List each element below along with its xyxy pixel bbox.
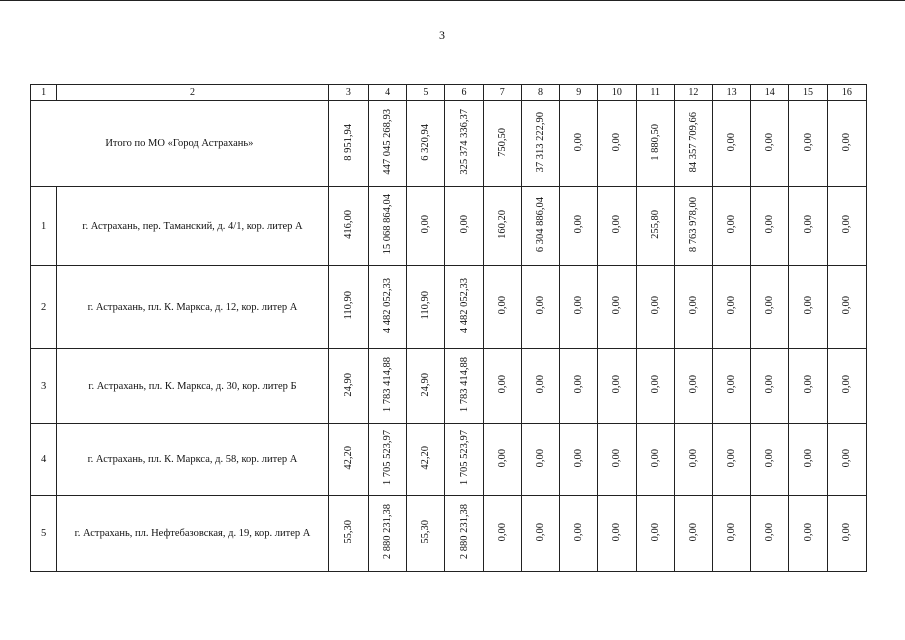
table-cell: 0,00 (827, 496, 866, 572)
table-cell: 0,00 (598, 496, 636, 572)
total-label: Итого по МО «Город Астрахань» (31, 101, 329, 187)
table-cell: 0,00 (789, 266, 827, 349)
top-border-line (0, 0, 905, 1)
column-header: 11 (636, 85, 674, 101)
table-cell: 15 068 864,04 (369, 187, 407, 266)
table-cell: 8 951,94 (328, 101, 368, 187)
table-cell: 1 783 414,88 (369, 349, 407, 424)
page-number: 3 (439, 28, 445, 42)
table-cell: 1 705 523,97 (445, 424, 483, 496)
table-cell: 0,00 (789, 101, 827, 187)
table-cell: 0,00 (407, 187, 445, 266)
table-cell: 110,90 (407, 266, 445, 349)
table-cell: 0,00 (521, 349, 559, 424)
table-cell: 0,00 (560, 349, 598, 424)
table-cell: 0,00 (598, 424, 636, 496)
table-cell: 0,00 (483, 424, 521, 496)
table-cell: 0,00 (751, 101, 789, 187)
total-row (31, 101, 867, 187)
column-header: 15 (789, 85, 827, 101)
table-cell: 42,20 (328, 424, 368, 496)
table-cell: 24,90 (328, 349, 368, 424)
table-cell: 0,00 (712, 496, 750, 572)
table-cell: 0,00 (483, 349, 521, 424)
column-header: 2 (57, 85, 329, 101)
address-cell: г. Астрахань, пл. К. Маркса, д. 58, кор. литер А (57, 424, 329, 496)
table-cell: 4 482 052,33 (369, 266, 407, 349)
address-cell: г. Астрахань, пл. К. Маркса, д. 30, кор. литер Б (57, 349, 329, 424)
table-cell: 0,00 (636, 266, 674, 349)
table-cell: 55,30 (407, 496, 445, 572)
register-table (30, 84, 867, 572)
table-cell: 6 320,94 (407, 101, 445, 187)
table-cell: 0,00 (751, 496, 789, 572)
table-cell: 0,00 (598, 187, 636, 266)
table-cell: 0,00 (789, 424, 827, 496)
table-cell: 24,90 (407, 349, 445, 424)
table-cell: 84 357 709,66 (674, 101, 712, 187)
row-number: 3 (31, 349, 57, 424)
table-cell: 0,00 (827, 266, 866, 349)
table-cell: 0,00 (674, 424, 712, 496)
table-cell: 0,00 (521, 424, 559, 496)
table-cell: 0,00 (827, 101, 866, 187)
table-cell: 0,00 (827, 349, 866, 424)
table-cell: 0,00 (789, 496, 827, 572)
table-cell: 0,00 (598, 349, 636, 424)
table-cell: 0,00 (751, 266, 789, 349)
column-header: 4 (369, 85, 407, 101)
table-cell: 0,00 (712, 187, 750, 266)
column-header: 1 (31, 85, 57, 101)
table-cell: 0,00 (827, 424, 866, 496)
table-cell: 0,00 (674, 496, 712, 572)
table-cell: 0,00 (560, 101, 598, 187)
table-cell: 160,20 (483, 187, 521, 266)
table-cell: 447 045 268,93 (369, 101, 407, 187)
table-cell: 0,00 (751, 187, 789, 266)
row-number: 4 (31, 424, 57, 496)
table-cell: 0,00 (560, 496, 598, 572)
column-header: 10 (598, 85, 636, 101)
table-cell: 1 705 523,97 (369, 424, 407, 496)
table-cell: 750,50 (483, 101, 521, 187)
table-cell: 0,00 (636, 424, 674, 496)
table-cell: 0,00 (521, 496, 559, 572)
column-header: 12 (674, 85, 712, 101)
table-cell: 4 482 052,33 (445, 266, 483, 349)
header-row (31, 85, 867, 101)
table-cell: 0,00 (483, 496, 521, 572)
table-cell: 0,00 (598, 101, 636, 187)
table-cell: 0,00 (712, 266, 750, 349)
column-header: 7 (483, 85, 521, 101)
table-cell: 2 880 231,38 (369, 496, 407, 572)
table-cell: 0,00 (560, 424, 598, 496)
table-cell: 0,00 (560, 266, 598, 349)
table-cell: 0,00 (636, 496, 674, 572)
table-cell: 0,00 (751, 349, 789, 424)
column-header: 8 (521, 85, 559, 101)
row-number: 2 (31, 266, 57, 349)
table-cell: 0,00 (712, 101, 750, 187)
table-cell: 1 880,50 (636, 101, 674, 187)
column-header: 5 (407, 85, 445, 101)
table-cell: 0,00 (674, 266, 712, 349)
address-cell: г. Астрахань, пл. Нефтебазовская, д. 19, кор. литер А (57, 496, 329, 572)
table-cell: 8 763 978,00 (674, 187, 712, 266)
table-cell: 0,00 (789, 187, 827, 266)
table-cell: 0,00 (789, 349, 827, 424)
address-cell: г. Астрахань, пер. Таманский, д. 4/1, кор. литер А (57, 187, 329, 266)
table-row (31, 187, 867, 266)
table-cell: 2 880 231,38 (445, 496, 483, 572)
table-cell: 0,00 (827, 187, 866, 266)
table-cell: 325 374 336,37 (445, 101, 483, 187)
table-row (31, 424, 867, 496)
table-cell: 0,00 (521, 266, 559, 349)
table-cell: 6 304 886,04 (521, 187, 559, 266)
table-cell: 0,00 (636, 349, 674, 424)
table-cell: 0,00 (445, 187, 483, 266)
table-cell: 416,00 (328, 187, 368, 266)
table-cell: 0,00 (674, 349, 712, 424)
column-header: 16 (827, 85, 866, 101)
table-cell: 0,00 (751, 424, 789, 496)
table-cell: 255,80 (636, 187, 674, 266)
table-cell: 0,00 (712, 349, 750, 424)
column-header: 13 (712, 85, 750, 101)
table-cell: 110,90 (328, 266, 368, 349)
column-header: 3 (328, 85, 368, 101)
table-row (31, 496, 867, 572)
column-header: 9 (560, 85, 598, 101)
table-cell: 0,00 (598, 266, 636, 349)
table-row (31, 266, 867, 349)
table-row (31, 349, 867, 424)
row-number: 5 (31, 496, 57, 572)
column-header: 14 (751, 85, 789, 101)
table-cell: 0,00 (560, 187, 598, 266)
table-cell: 1 783 414,88 (445, 349, 483, 424)
address-cell: г. Астрахань, пл. К. Маркса, д. 12, кор. литер А (57, 266, 329, 349)
table-cell: 0,00 (483, 266, 521, 349)
row-number: 1 (31, 187, 57, 266)
table-cell: 42,20 (407, 424, 445, 496)
table-cell: 37 313 222,90 (521, 101, 559, 187)
table-cell: 55,30 (328, 496, 368, 572)
column-header: 6 (445, 85, 483, 101)
table-cell: 0,00 (712, 424, 750, 496)
